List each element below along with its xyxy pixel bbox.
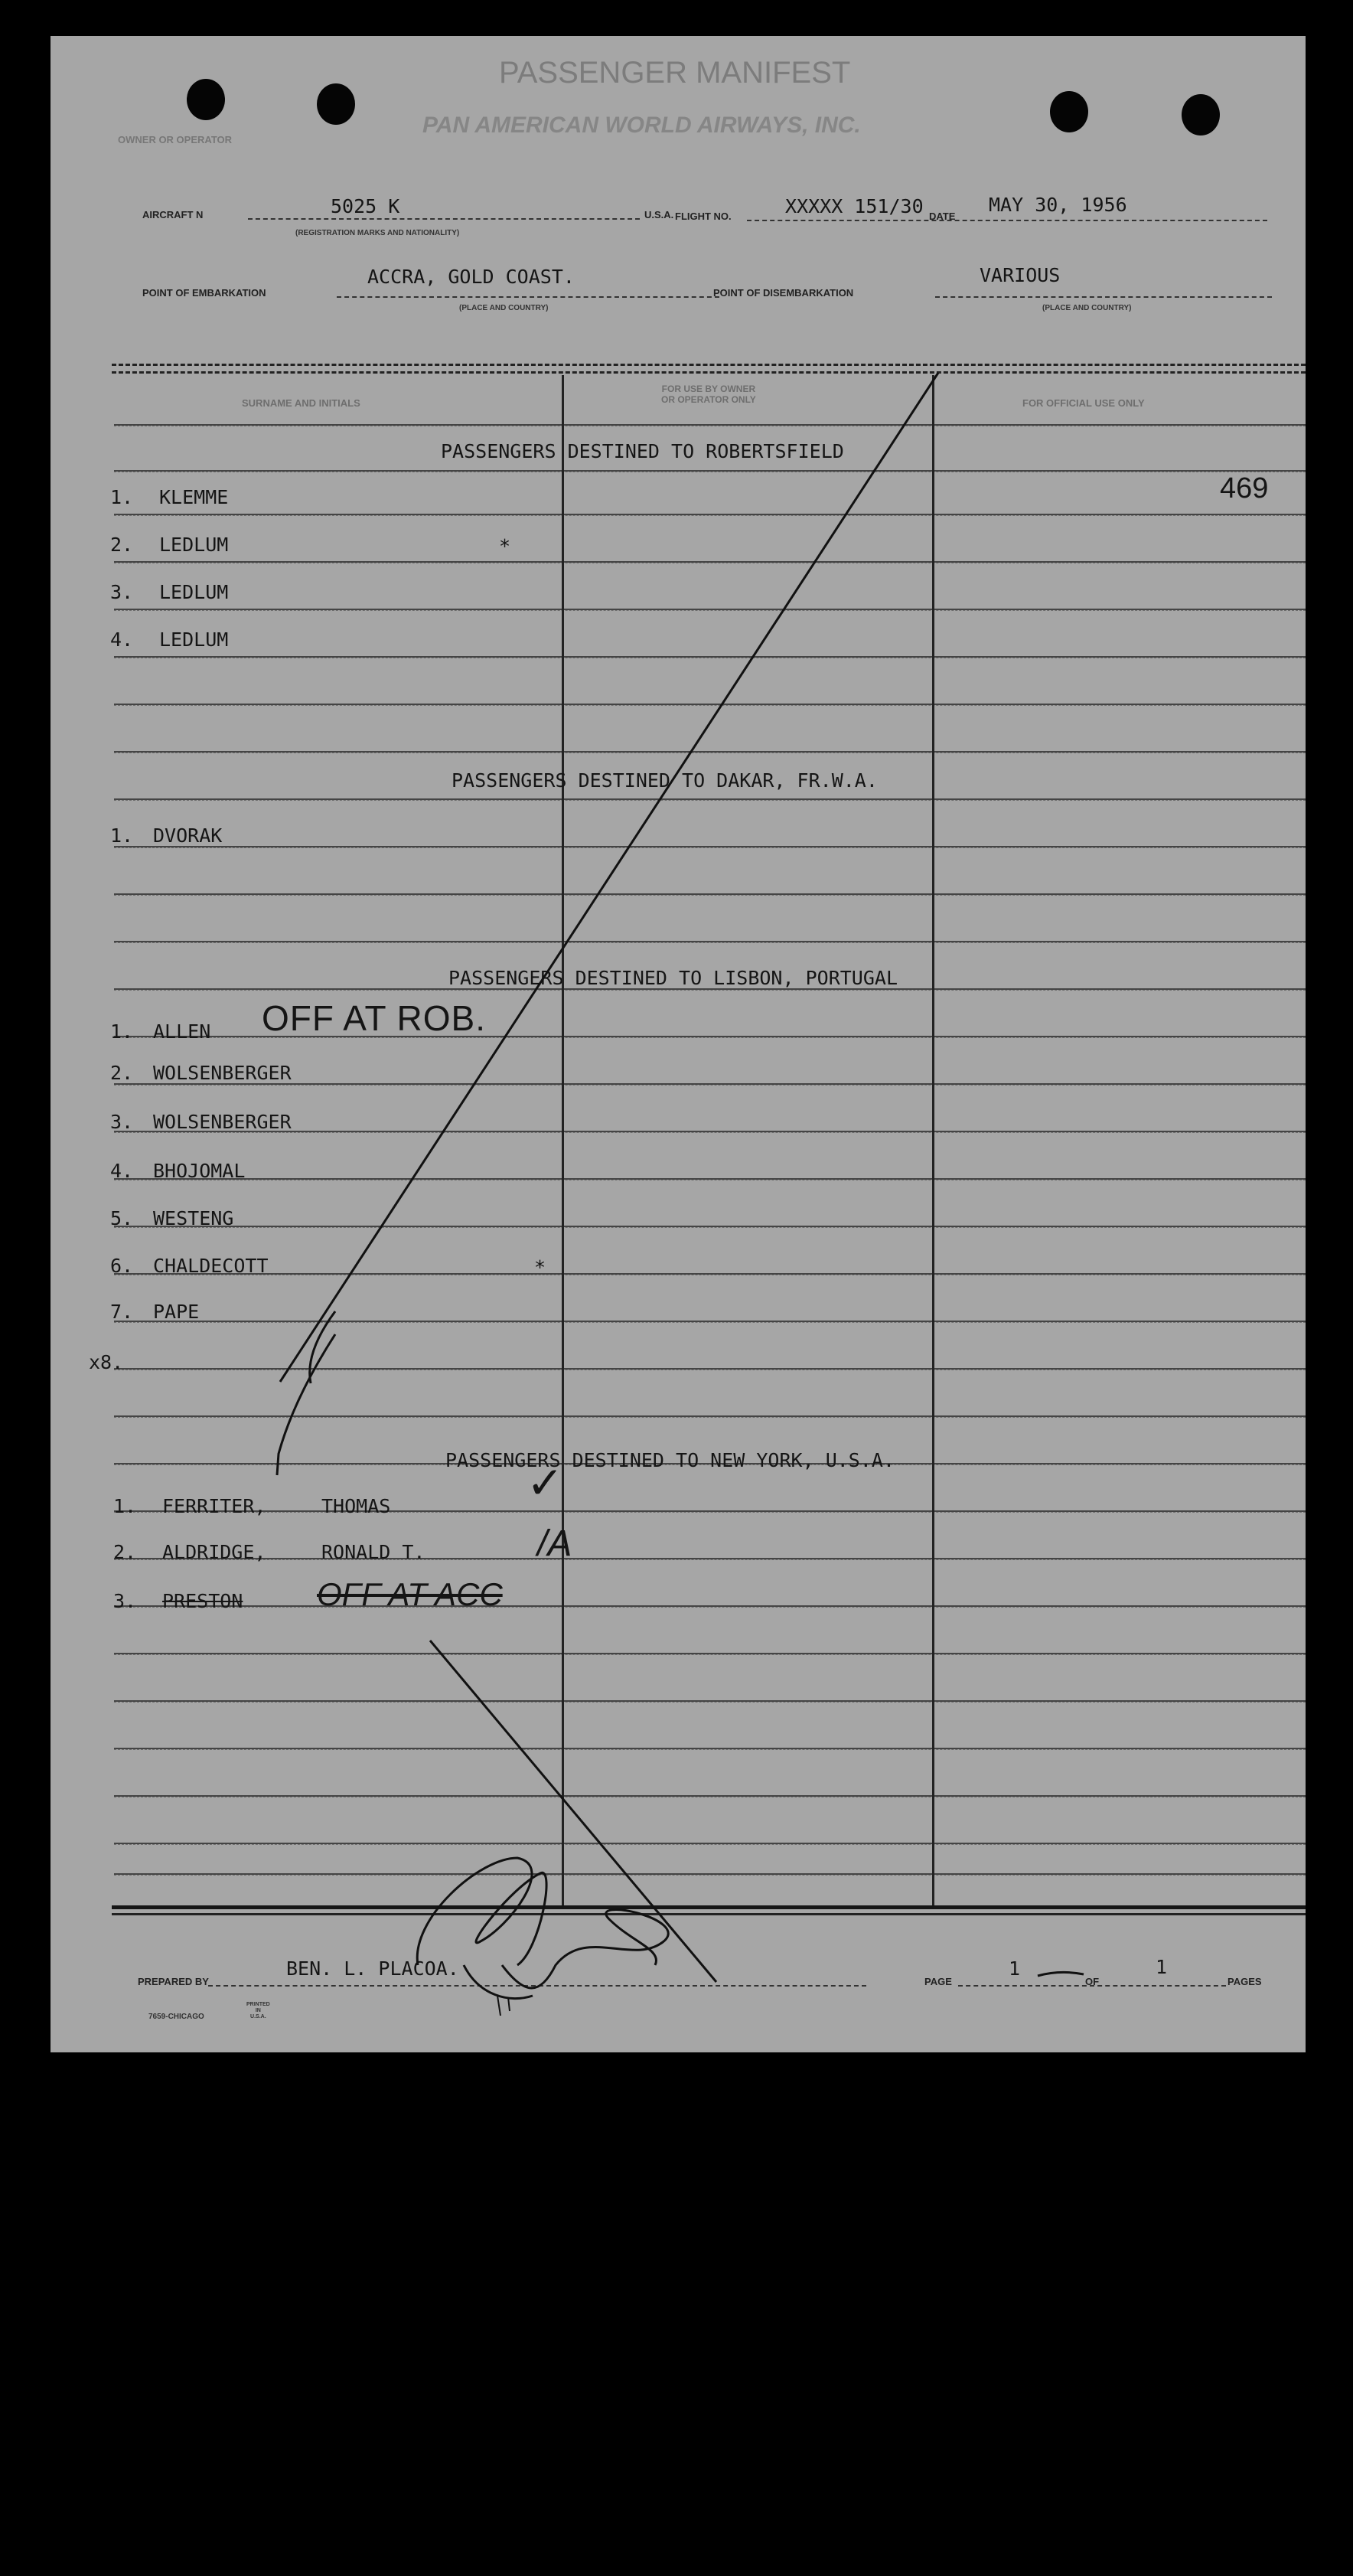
prepared-by-label: PREPARED BY: [138, 1976, 209, 1987]
form-code: 7659-CHICAGO: [148, 2013, 204, 2021]
printed-label: PRINTED IN U.S.A.: [246, 2002, 270, 2019]
aircraft-value: 5025 K: [331, 195, 400, 217]
date-value: MAY 30, 1956: [989, 194, 1127, 216]
page-value: 1: [1009, 1957, 1021, 1980]
embark-label: POINT OF EMBARKATION: [142, 287, 266, 299]
embark-value: ACCRA, GOLD COAST.: [367, 266, 575, 288]
group-heading: PASSENGERS DESTINED TO NEW YORK, U.S.A.: [445, 1449, 895, 1471]
place-country-label-2: (PLACE AND COUNTRY): [1042, 304, 1132, 312]
passenger-num: 1.: [110, 824, 134, 847]
passenger-num: 2.: [110, 1062, 134, 1084]
prepared-by-value: BEN. L. PLACOA.: [286, 1957, 459, 1980]
pages-label: PAGES: [1227, 1976, 1262, 1987]
group-heading: PASSENGERS DESTINED TO DAKAR, FR.W.A.: [452, 769, 878, 792]
official-number: 469: [1220, 472, 1269, 504]
passenger-name: FERRITER,: [162, 1495, 266, 1517]
usa-label: U.S.A.: [644, 209, 674, 220]
passenger-name: ALDRIDGE,: [162, 1541, 266, 1563]
passenger-name: KLEMME: [159, 486, 229, 508]
group-heading: PASSENGERS DESTINED TO ROBERTSFIELD: [441, 440, 844, 462]
aircraft-sublabel: (REGISTRATION MARKS AND NATIONALITY): [295, 229, 460, 237]
passenger-name: BHOJOMAL: [153, 1160, 246, 1182]
aircraft-label: AIRCRAFT N: [142, 209, 204, 220]
disembark-label: POINT OF DISEMBARKATION: [713, 287, 854, 299]
date-label: DATE: [929, 211, 956, 222]
asterisk-mark: *: [499, 535, 511, 557]
passenger-num: 1.: [110, 486, 134, 508]
flight-value: XXXXX 151/30: [785, 195, 924, 217]
passenger-num: 5.: [110, 1207, 134, 1229]
pen-marks: [51, 36, 1306, 2052]
group-heading: PASSENGERS DESTINED TO LISBON, PORTUGAL: [448, 967, 898, 989]
passenger-num: 2.: [113, 1541, 137, 1563]
place-country-label: (PLACE AND COUNTRY): [459, 304, 549, 312]
passenger-num: 3.: [110, 581, 134, 603]
check-mark: ✓: [527, 1458, 564, 1508]
operator-name: PAN AMERICAN WORLD AIRWAYS, INC.: [422, 113, 861, 138]
passenger-num: 1.: [110, 1020, 134, 1043]
form-title: PASSENGER MANIFEST: [499, 56, 851, 90]
disembark-value: VARIOUS: [980, 264, 1061, 286]
diagonal-strike-line: [430, 1641, 716, 1982]
owner-label: OWNER OR OPERATOR: [118, 134, 233, 145]
passenger-num: 6.: [110, 1255, 134, 1277]
passenger-num: 3.: [113, 1590, 137, 1612]
signature-mark: [497, 1996, 510, 2016]
passenger-name: WOLSENBERGER: [153, 1062, 292, 1084]
passenger-name: WOLSENBERGER: [153, 1111, 292, 1133]
bracket-mark: [277, 1334, 335, 1475]
of-label: OF: [1085, 1976, 1100, 1987]
of-value: 1: [1156, 1956, 1168, 1978]
passenger-name: LEDLUM: [159, 628, 229, 651]
passenger-name: LEDLUM: [159, 534, 229, 556]
passenger-name: WESTENG: [153, 1207, 234, 1229]
passenger-name: PRESTON: [162, 1590, 243, 1612]
passenger-num: 2.: [110, 534, 134, 556]
manifest-sheet: [51, 36, 1306, 2052]
passenger-name: LEDLUM: [159, 581, 229, 603]
passenger-num: 4.: [110, 1160, 134, 1182]
annotation-mark: /A: [537, 1523, 572, 1564]
page-dash-mark: [1038, 1972, 1084, 1976]
col-owner-use: FOR USE BY OWNER OR OPERATOR ONLY: [661, 384, 756, 405]
passenger-num: 4.: [110, 628, 134, 651]
passenger-num: x8.: [89, 1351, 124, 1373]
passenger-name: DVORAK: [153, 824, 223, 847]
diagonal-strike-line: [280, 373, 938, 1382]
col-official: FOR OFFICIAL USE ONLY: [1022, 397, 1145, 409]
off-at-rob-stamp: OFF AT ROB.: [262, 998, 486, 1038]
passenger-first-name: THOMAS: [321, 1495, 391, 1517]
asterisk-mark: *: [534, 1256, 546, 1278]
passenger-num: 1.: [113, 1495, 137, 1517]
passenger-num: 7.: [110, 1301, 134, 1323]
passenger-name: CHALDECOTT: [153, 1255, 269, 1277]
page-label: PAGE: [924, 1976, 952, 1987]
passenger-name: ALLEN: [153, 1020, 211, 1043]
passenger-first-name: RONALD T.: [321, 1541, 425, 1563]
passenger-num: 3.: [110, 1111, 134, 1133]
col-surname: SURNAME AND INITIALS: [242, 397, 360, 409]
flight-label: FLIGHT NO.: [675, 211, 732, 222]
passenger-name: PAPE: [153, 1301, 200, 1323]
off-at-acc-note: OFF AT ACC: [317, 1576, 503, 1612]
